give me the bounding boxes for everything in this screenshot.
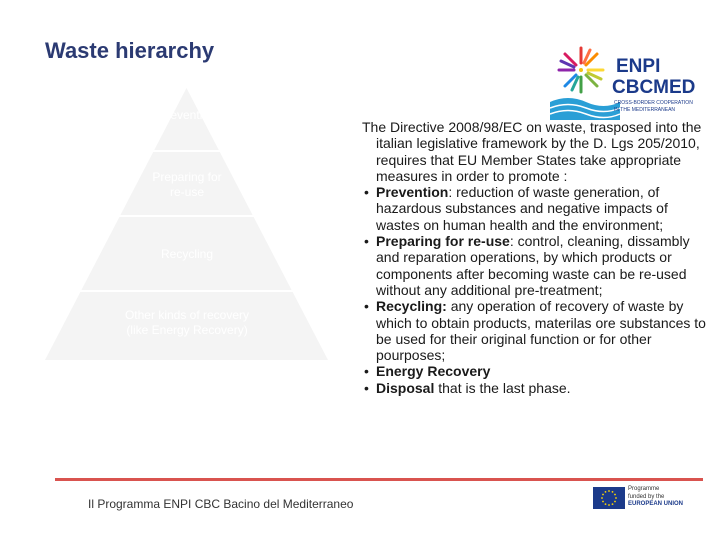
intro-paragraph: The Directive 2008/98/EC on waste, trasposed into the italian legislative framework by the D. Lgs 205/2010, requires that EU Member States take appropriate measures in order to promote : [362,119,702,184]
pyramid-level-recycling [117,247,257,262]
bullet-energy-recovery [362,363,707,379]
bullet-text: any operation of recovery of waste by which to obtain products, materilas ore substances to be used for their original function or for other pourposes; [376,298,706,364]
slide-title: Waste hierarchy [45,38,215,63]
bullet-preparing-reuse [362,233,707,298]
eu-line-1: Programme [628,486,660,492]
pyramid-level-reuse-line1: Preparing for [152,170,222,184]
bullet-recycling [362,298,707,363]
enpi-cbcmed-logo [548,40,698,122]
logo-tagline-1: CROSS-BORDER COOPERATION [614,100,693,106]
bullet-term: Prevention [376,184,449,201]
body-text [362,119,707,396]
bullet-term: Recycling: [376,298,447,315]
eu-line-3: EUROPEAN UNION [628,501,684,507]
bullet-term: Disposal [376,379,435,396]
footer-divider [55,478,703,481]
bullet-text: that is the last phase. [434,379,571,396]
pyramid-level-reuse [117,170,257,200]
logo-tagline-2: IN THE MEDITERRANEAN [614,107,676,113]
pyramid-level-recovery [87,308,287,338]
logo-line1: ENPI [616,56,661,77]
pyramid-level-recovery-line1: Other kinds of recovery [124,308,250,322]
pyramid-level-recovery-line2: (like Energy Recovery) [126,323,248,337]
footer-program-text: Il Programma ENPI CBC Bacino del Mediterraneo [88,497,354,511]
enpi-logo-graphic [548,40,698,122]
bullet-disposal [362,380,707,396]
bullet-list [362,184,707,396]
waste-pyramid [45,88,328,360]
bullet-term: Energy Recovery [376,363,491,380]
logo-line2: CBCMED [612,77,696,98]
pyramid-level-reuse-line2: re-use [169,185,204,199]
bullet-prevention [362,184,707,233]
bullet-text: : reduction of waste generation, of hazardous substances and negative impacts of wastes on human health and the environment; [376,184,668,233]
pyramid-level-prevention [137,108,237,123]
pyramid-level-recycling-label: Recycling [160,247,214,261]
bullet-term: Preparing for re-use [376,233,510,250]
eu-funding-text [628,486,683,509]
eu-flag-icon [593,487,625,509]
pyramid-level-prevention-label: Prevention [158,108,216,122]
eu-line-2: funded by the [628,493,665,500]
bullet-text: : control, cleaning, dissambly and reparation operations, by which products or components after becoming waste can be re-used without any additional pre-treatment; [376,233,690,298]
